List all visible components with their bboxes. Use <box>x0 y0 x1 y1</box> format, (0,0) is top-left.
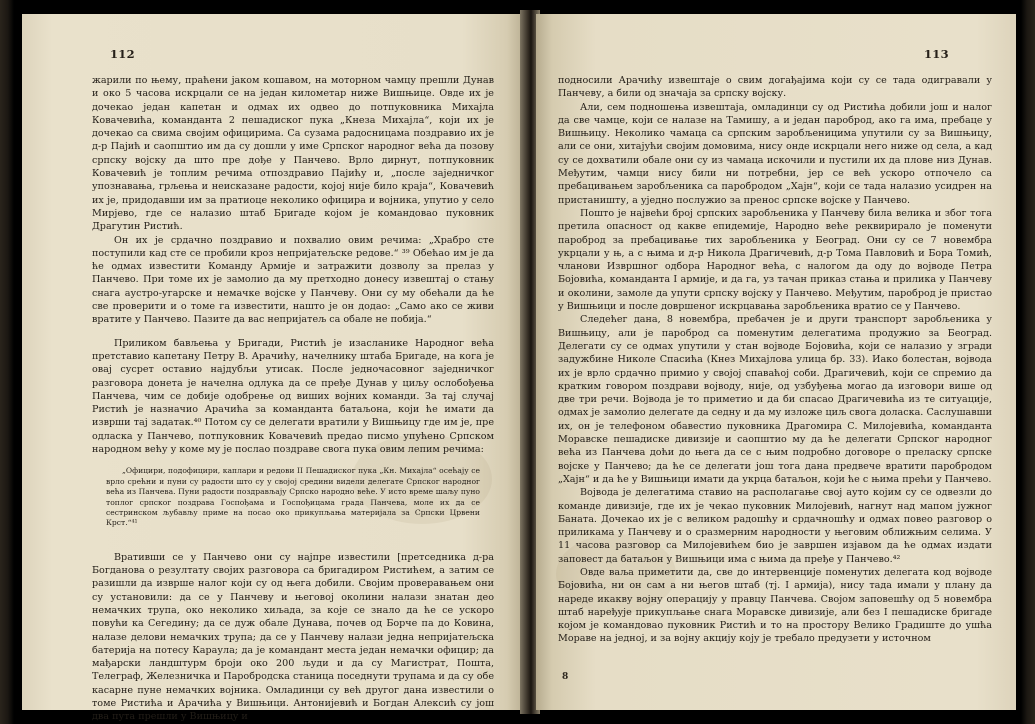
paragraph: подносили Арачићу извештаје о свим догађајима који су се тада одигравали у Панчеву, а били од значаја за српску војску. <box>558 75 992 100</box>
left-page-text <box>92 74 494 724</box>
paragraph: жарили по њему, праћени јаком кошавом, на моторном чамцу прешли Дунав и око 5 часова искрцали се на један километар ниже Вишњице. Овде их је дочекао један капетан и одмах их одвео до потпуковника Михајла Ковачевића, команданта 2 пешадиског пука „Кнеза Михајла“, који их је дочекао са свима својим официрима. Са сузама радосницама поздравио их је д-р Пајић и саопштио им да су дошли у име Српског народног већа да позову српску војску да што пре дође у Панчево. Врло дирнут, потпуковник Ковачевић је топлим речима отпоздравио Пајићу и, „после заједничког упознавања, грљења и неисказане радости, којој није било краја“, Ковачевић их је, придодавши им за пратиоце неколико официра и војника, упутио у село Мирјево, где се налазио штаб Бригаде којом је командовао пуковник Драгутин Ристић. <box>92 75 494 233</box>
paragraph: Вративши се у Панчево они су најпре известили [претседника д-ра Богданова о резултату својих разговора са бригадиром Ристићем, а затим се разишли да изврше налог који су од њега добили. Својим проверавањем они су установили: да се у Панчеву и његовој околини налази знатан део немачких трупа, око неколико хиљада, за које се знало да ће се ускоро повући ка Сегедину; да се дуж обале Дунава, почев од Борче па до Ковина, налазе делови немачких трупа; да се у Панчеву налази једна непријатељска батерија на потесу Караула; да је командант места један немачки официр; да мађарски ландштурм броји око 200 људи и да су Магистрат, Пошта, Телеграф, Железничка и Паробродска станица поседнути трупама и да су обе касарне пуне немачких војника. Омладинци су већ другог дана известили о томе Ристића и Арачића у Вишњици. Антонијевић и Богдан Алексић су још два пута прешли у Вишњицу и <box>92 551 494 723</box>
right-page-text <box>558 74 992 646</box>
block-quote: „Официри, подофицири, каплари и редови II Пешадиског пука „Кн. Михајла“ осећају се врло срећни и пуни су радости што су у својој средини видели делегате Српског народног већа из Панчева. Пуни радости поздрављају Српско народно веће. У исто време шаљу пуно топлог српског поздрава Госпођама и Госпођицама града Панчева, моле их да се сестринском љубављу приме на посао око прикупљања материјала за Српски Црвени Крст.“⁴¹ <box>106 466 480 528</box>
paragraph: Овде ваља приметити да, све до интервенције поменутих делегата код војводе Бојовића, ни он сам а ни његов штаб (тј. I армија), нису тада имали у плану да нареде икакву војну операцију у правцу Панчева. Својом заповешћу од 5 новембра штаб наређује прикупљање снага Моравске дивизије, али без I пешадиске бригаде којом је командовао пуковник Ристић и то на простору Велико Градиште до ушћа Мораве на једној, и за војну акцију коју је требало предузети у источном <box>558 566 992 645</box>
paragraph: Следећег дана, 8 новембра, пребачен је и други транспорт заробљеника у Вишњицу, али је пароброд са поменутим делегатима продужио за Београд. Делегати су се одмах упутили у стан војводе Бојовића, који се налазио у згради задужбине Николе Спасића (Кнез Михајлова улица бр. 33). Иако болестан, војвода их је врло срдачно примио у својој спаваћој соби. Драгичевић, који се спремио да кратким говором поздрави војводу, није, од узбуђења могао да изговори више од две три речи. Војвода је то приметио и да би спасао Драгичевића из те ситуације, одмах је замолио делегате да седну и да му изложе циљ свога доласка. Саслушавши их, он је телефоном обавестио пуковника Драгомира С. Милојевића, команданта Моравске пешадиске дивизије и саопштио му да ће делегати Српског народног већа из Панчева доћи до њега да се с њим подробно договоре о преласку српске војске у Панчево; да ће се делегати још тога дана предвече вратити паробродом „Хајн“ и да ће у Вишњици имати да укрца батаљон, који ће с њима прећи у Панчево. <box>558 314 992 485</box>
left-page <box>22 14 524 723</box>
paragraph: Он их је срдачно поздравио и похвалио овим речима: „Храбро сте поступили кад сте се пробили кроз непријатељске редове.“ ³⁹ Обећао им је да ће одмах известити Команду Армије и затражити дозволу за прелаз у Панчево. При томе их је замолио да му претходно донесу извештај о стању снага аустро-угарске и немачке војске у Панчеву. Они су му обећали да ће све проверити и о томе га известити, нашто је он додао: „Само ако се живи вратите у Панчево. Пазите да вас непријатељ са обале не побија.“ <box>92 234 494 326</box>
signature-mark: 8 <box>562 672 569 682</box>
page-number-right: 113 <box>924 47 949 61</box>
paragraph: Војвода је делегатима ставио на располагање свој ауто којим су се одвезли до команде дивизије, где их је чекао пуковник Милојевић, нагнут над мапом јужног Баната. Дочекао их је с великом радошћу и срдачношћу и одмах повео разговор о приликама у Панчеву и о сразмерним народности у његовим оближњим селима. У 11 часова разговор са Милојевићем био је завршен изјавом да ће одмах издати заповест да батаљон у Вишњици има с њима да пређе у Панчево.⁴² <box>558 487 992 565</box>
page-number-left: 112 <box>110 47 135 61</box>
right-page <box>536 14 1016 710</box>
paragraph: Али, сем подношења извештаја, омладинци су од Ристића добили још и налог да све чамце, који се налазе на Тамишу, а и један пароброд, ако га има, пребаце у Вишњицу. Неколико чамаца са српским заробљеницима упутили су за Вишњицу, али се они, хитајући својим домовима, нису онде искрцали него ниже од села, а кад су се дохватили обале они су из чамаца искочили и пустили их да плове низ Дунав. Међутим, чамци нису били ни потребни, јер се већ ускоро отпочело са пребацивањем заробљеника са паробродом „Хајн“, који се тада налазио усидрен на пристаништу, а уједно послужио за пренос српске војске у Панчево. <box>558 101 992 206</box>
paragraph: Приликом бављења у Бригади, Ристић је изасланике Народног већа претставио капетану Петру В. Арачићу, начелнику штаба Бригаде, на кога је овај сусрет оставио најдубљи утисак. После једночасовног заједничког разговора донета је начелна одлука да се пређе Дунав у циљу ослобођења Панчева, чим се добије одобрење од виших војних команди. За тај случај Ристић је назначио Арачића за команданта батаљона, који ће имати да изврши тај задатак.⁴⁰ Потом су се делегати вратили у Вишњицу где им је, пре одласка у Панчево, потпуковник Ковачевић предао писмо упућено Српском народном већу у коме му је послао поздраве свога пука овим лепим речима: <box>92 337 494 456</box>
paragraph: Пошто је највећи број српских заробљеника у Панчеву била велика и због тога претила опасност од какве епидемије, Народно веће реквирирало је поменути пароброд за пребацивање тих заробљеника у Београд. Они су се 7 новембра укрцали у њ, а с њима и д-р Никола Драгичевић, д-р Тома Павловић и Бора Томић, чланови Извршног одбора Народног већа, с налогом да оду до војводе Петра Бојовића, команданта I армије, и да га, уз тачан приказ стања и прилика у Панчеву и околини, замоле да упути српску војску у Панчево. Међутим, пароброд је пристао у Вишњици и после довршеног искрцавања заробљеника вратио се у Панчево. <box>558 207 992 313</box>
